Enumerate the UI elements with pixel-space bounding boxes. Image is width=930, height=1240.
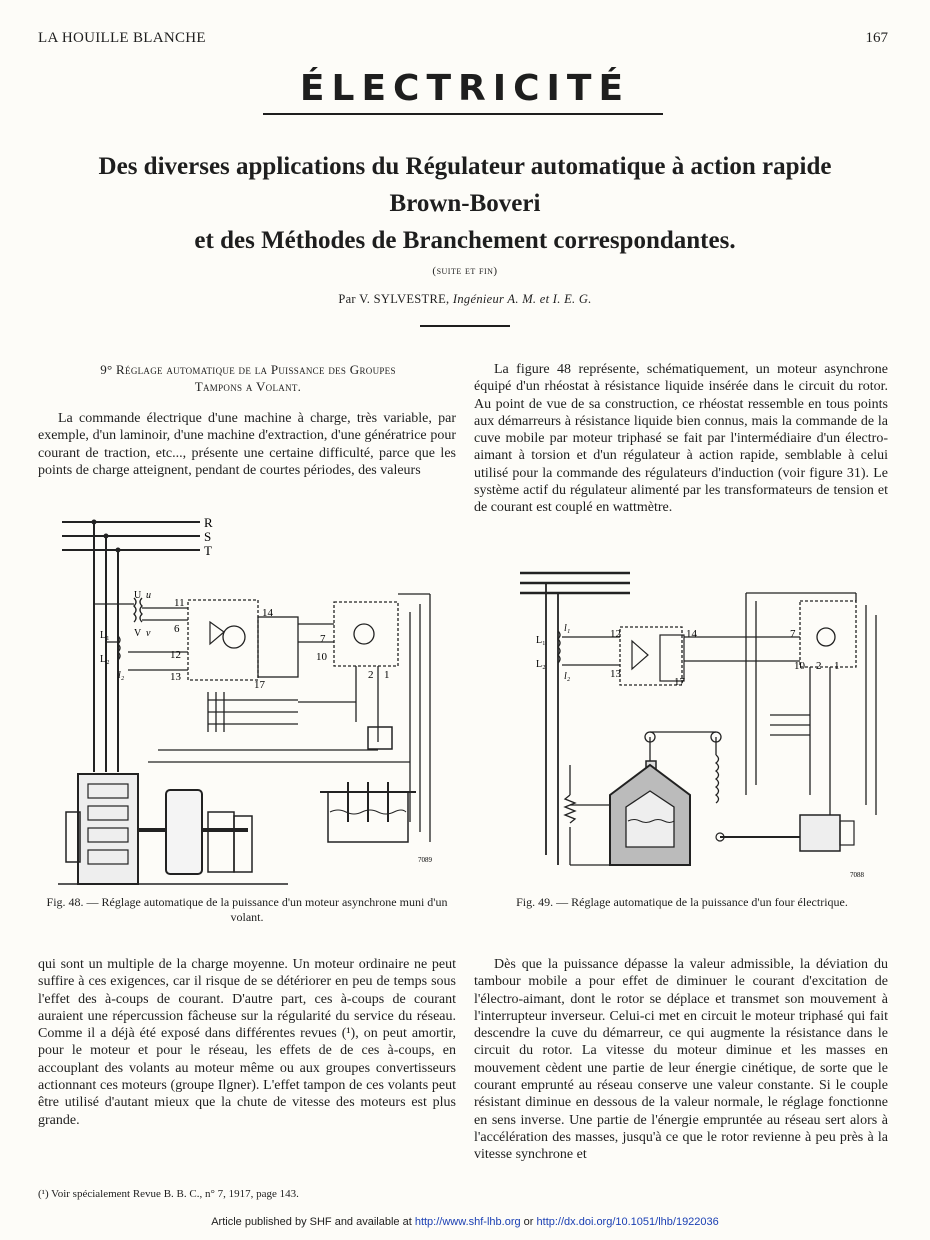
- article-title-line-1: Des diverses applications du Régulateur automatique à action rapide: [98, 153, 832, 180]
- page-number: 167: [865, 30, 888, 46]
- label-10: 10: [316, 651, 327, 663]
- label-v-upper: V: [134, 628, 142, 639]
- label-17: 17: [674, 676, 685, 688]
- label-v-lower: v: [146, 628, 151, 639]
- label-7: 7: [790, 628, 796, 640]
- article-title-line-2: Brown-Boveri: [389, 190, 541, 217]
- byline: [0, 292, 930, 307]
- label-6: 6: [174, 623, 180, 635]
- footer: [0, 1216, 930, 1228]
- label-7: 7: [320, 633, 326, 645]
- article-title-line-3: et des Méthodes de Branchement correspondantes.: [194, 227, 736, 254]
- article-subtitle: (suite et fin): [432, 265, 498, 277]
- figure-48-caption: Fig. 48. — Réglage automatique de la puissance d'un moteur asynchrone muni d'un volant.: [46, 895, 448, 924]
- footer-prefix: Article published by SHF and available at: [211, 1216, 415, 1228]
- label-11: 11: [174, 597, 185, 609]
- label-1: 1: [384, 669, 390, 681]
- label-l2: L₂: [100, 654, 110, 665]
- label-1: 1: [834, 660, 840, 672]
- right-paragraph-1: La figure 48 représente, schématiquement, un moteur asynchrone équipé d'un rhéostat à résistance liquide insérée dans le circuit du rotor. Au point de vue de sa construction, ce rhéostat ressemble en tous points aux démarreurs à résistance liquide bien connus, mais la commande de la cuve mobile par moteur triphasé se fait par l'intermédiaire d'un électro-aimant à torsion et d'un régulateur à action rapide, semblable à celui utilisé pour la commande des régulateurs d'induction (voir figure 31). Le système actif du régulateur alimenté par les transformateurs de tension et de courant est couplé en wattmètre.: [474, 362, 888, 516]
- right-paragraph-2: Dès que la puissance dépasse la valeur admissible, la déviation du tambour mobile a pour effet de diminuer le courant d'excitation de l'électro-aimant, dont le rotor se déplace et transmet son mouvement à l'interrupteur inverseur. Celui-ci met en circuit le moteur triphasé qui fait descendre la cuve du démarreur, ce qui augmente la résistance dans le circuit du rotor. La vitesse du moteur diminue et les masses en mouvement cèdent une partie de leur énergie cinétique, de sorte que le courant emprunté au réseau conserve une valeur constante. Si le couple résistant diminue en dessous de la valeur normale, le réglage fonctionne en sens inverse. Une partie de l'énergie empruntée au réseau sert alors à l'accélération des masses, jusqu'à ce que le rotor revienne à peu près à la vitesse synchrone et: [474, 957, 888, 1163]
- section-title: ÉLECTRICITÉ: [299, 68, 631, 109]
- label-l2-small: l₂: [118, 670, 125, 681]
- label-17: 17: [254, 679, 265, 691]
- phase-label-r: R: [204, 515, 213, 530]
- label-12: 12: [610, 628, 621, 640]
- label-14: 14: [262, 607, 273, 619]
- figure-48-diagram: [38, 512, 458, 890]
- byline-role: Ingénieur A. M. et I. E. G.: [452, 292, 592, 306]
- section-heading-line-1: 9° Réglage automatique de la Puissance des Groupes: [100, 362, 396, 377]
- label-13: 13: [610, 668, 621, 680]
- section-title-underline: [263, 113, 663, 115]
- figure-49-diagram: [510, 565, 894, 885]
- label-14: 14: [686, 628, 697, 640]
- section-heading-line-2: Tampons a Volant.: [194, 379, 302, 394]
- label-13: 13: [170, 671, 181, 683]
- label-l2-upper: L₂: [536, 659, 546, 670]
- journal-name: LA HOUILLE BLANCHE: [38, 30, 206, 46]
- left-paragraph-1: La commande électrique d'une machine à charge, très variable, par exemple, d'un laminoir, d'une machine d'extraction, d'une génératrice pour courant de traction, etc..., présente une certaine difficulté, parce que les points de charge atteignent, pendant de courtes périodes, des valeurs: [38, 411, 456, 478]
- byline-author: Par V. SYLVESTRE,: [338, 292, 450, 306]
- label-2: 2: [816, 660, 822, 672]
- byline-rule: [420, 325, 510, 327]
- label-10: 10: [794, 660, 805, 672]
- label-u-upper: U: [134, 590, 142, 601]
- footnote: (¹) Voir spécialement Revue B. B. C., n° 7, 1917, page 143.: [38, 1188, 299, 1200]
- label-2: 2: [368, 669, 374, 681]
- label-l1-small: l₁: [564, 623, 571, 634]
- left-paragraph-2: qui sont un multiple de la charge moyenne. Un moteur ordinaire ne peut suffire à ces exigences, car il risque de se détériorer en peu de temps sous l'effet des à-coups de courant. D'autre part, ces à-coups de courant auraient une répercussion fâcheuse sur la régularité du service du réseau. Comme il a déjà été exposé dans différentes revues (¹), on peut amortir, pour le moteur et pour le réseau, les effets de de ces à-coups, en accouplant des volants au moteur même ou aux groupes convertisseurs actionnant ces moteurs (groupe Ilgner). L'effet tampon de ces volants peut être utilisé d'autant mieux que la chute de vitesse des moteurs est plus grande.: [38, 957, 456, 1128]
- footer-link-shf[interactable]: http://www.shf-lhb.org: [414, 1216, 521, 1228]
- phase-label-t: T: [204, 543, 212, 558]
- label-u-lower: u: [146, 590, 151, 601]
- article-title: [20, 148, 910, 259]
- label-12: 12: [170, 649, 181, 661]
- footer-link-doi[interactable]: http://dx.doi.org/10.1051/lhb/1922036: [536, 1216, 719, 1228]
- figure-49-caption: Fig. 49. — Réglage automatique de la puissance d'un four électrique.: [516, 895, 848, 909]
- label-l1-upper: L₁: [536, 635, 546, 646]
- figure-48-plate-number: 7089: [418, 856, 432, 864]
- section-heading-9: [38, 361, 458, 395]
- figure-49-plate-number: 7088: [850, 871, 864, 879]
- footer-middle: or: [520, 1216, 537, 1228]
- label-l1: L₁: [100, 630, 110, 641]
- phase-label-s: S: [204, 529, 212, 544]
- label-l2-small: l₂: [564, 671, 571, 682]
